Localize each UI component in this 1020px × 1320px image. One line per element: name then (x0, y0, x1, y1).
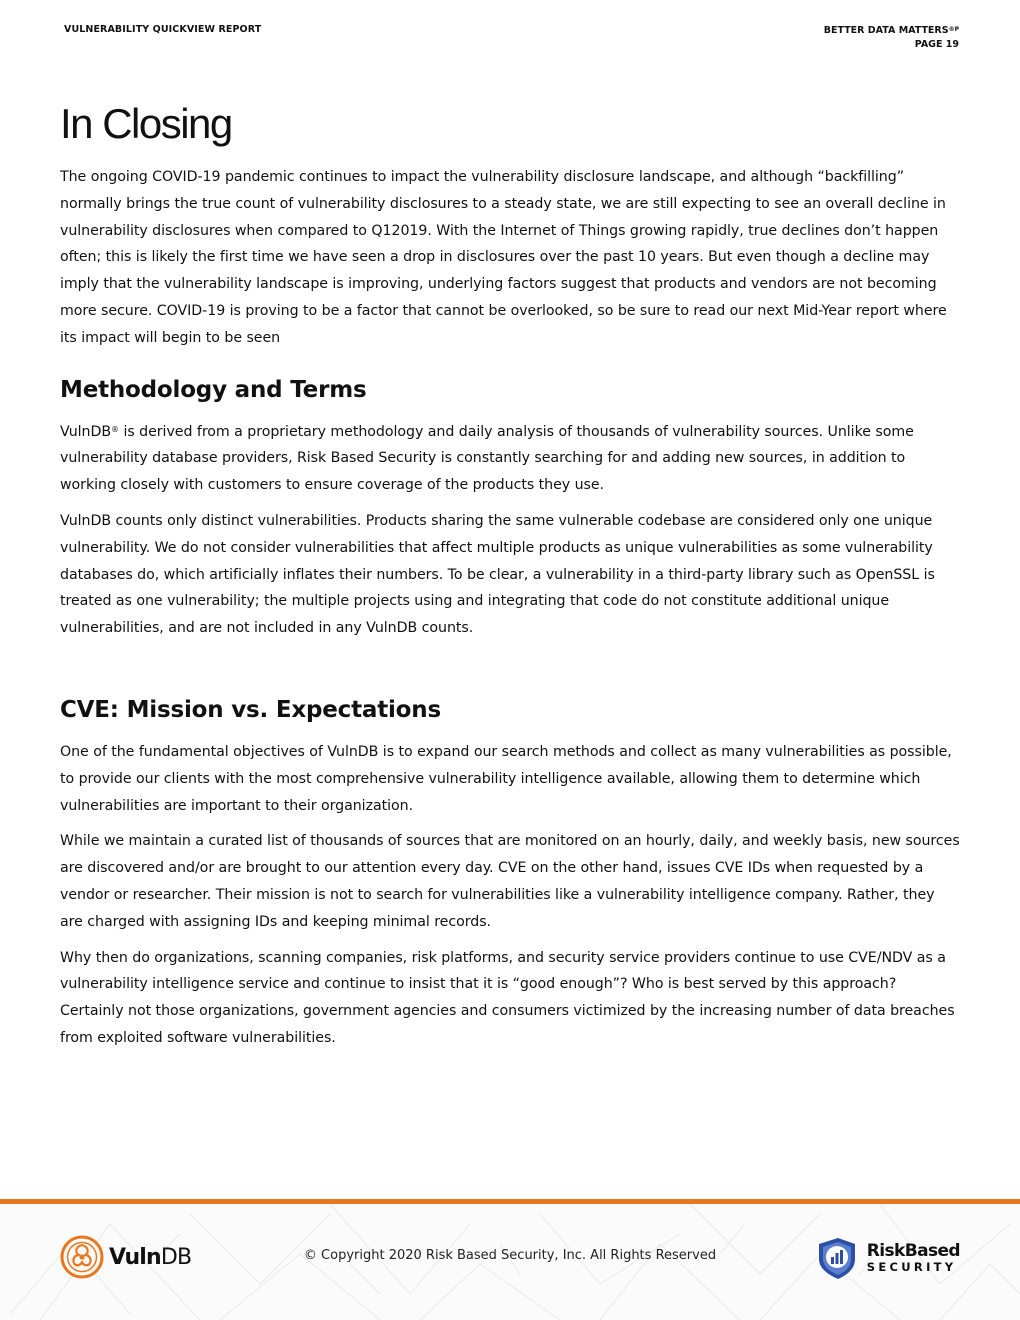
cve-heading: CVE: Mission vs. Expectations (60, 696, 441, 723)
tagline (824, 24, 959, 38)
main-content (60, 96, 960, 1061)
risk-based-security-logo (815, 1235, 960, 1281)
page-title: In Closing (60, 100, 232, 147)
rbs-wordmark-line2: SECURITY (866, 1259, 957, 1274)
page-number: PAGE 19 (914, 39, 959, 50)
page-header (64, 24, 959, 54)
header-right (824, 24, 959, 52)
methodology-paragraph-1 (60, 419, 960, 499)
tagline-text: BETTER DATA MATTERS (823, 25, 949, 36)
methodology-paragraph-2: VulnDB counts only distinct vulnerabilities. Products sharing the same vulnerable codebase are considered only one unique vulnerability. We do not consider vulnerabilities that affect multiple products as unique vulnerabilities as some vulnerability databases do, which artificially inflates their numbers. To be clear, a vulnerability in a third-party library such as OpenSSL is treated as one vulnerability; the multiple projects using and integrating that code do not constitute additional unique vulnerabilities, and are not included in any VulnDB counts. (60, 512, 935, 637)
tagline-mark: ®P (948, 26, 959, 33)
cve-paragraph-2: While we maintain a curated list of thousands of sources that are monitored on an hourly, daily, and weekly basis, new sources are discovered and/or are brought to our attention every day. CVE on the other hand, issues CVE IDs when requested by a vendor or researcher. Their mission is not to search for vulnerabilities like a vulnerability intelligence company. Rather, they are charged with assigning IDs and keeping minimal records. (60, 833, 960, 930)
rbs-wordmark (866, 1240, 960, 1274)
cve-paragraph-1: One of the fundamental objectives of VulnDB is to expand our search methods and collect as many vulnerabilities as possible, to provide our clients with the most comprehensive vulnerability intelligence available, allowing them to determine which vulnerabilities are important to their organization. (60, 743, 952, 814)
methodology-heading: Methodology and Terms (60, 376, 367, 403)
rbs-wordmark-line1: RiskBased (866, 1240, 960, 1261)
copyright-notice: © Copyright 2020 Risk Based Security, Inc. All Rights Reserved (303, 1248, 717, 1263)
shield-icon (815, 1235, 861, 1281)
registered-mark: ® (111, 424, 119, 434)
methodology-p1-text: is derived from a proprietary methodology and daily analysis of thousands of vulnerability sources. Unlike some vulnerability database providers, Risk Based Security is constantly searching for and adding new sources, in addition to working closely with customers to ensure coverage of the products they use. (60, 423, 914, 494)
report-title: VULNERABILITY QUICKVIEW REPORT (64, 24, 262, 35)
page-footer (0, 1199, 1020, 1320)
vulndb-term: VulnDB (60, 423, 112, 440)
closing-paragraph: The ongoing COVID-19 pandemic continues to impact the vulnerability disclosure landscape, and although “backfilling” normally brings the true count of vulnerability disclosures to a steady state, we are still expecting to see an overall decline in vulnerability disclosures when compared to Q12019. With the Internet of Things growing rapidly, true declines don’t happen often; this is likely the first time we have seen a drop in disclosures over the past 10 years. But even though a decline may imply that the vulnerability landscape is improving, underlying factors suggest that products and vendors are not becoming more secure. COVID-19 is proving to be a factor that cannot be overlooked, so be sure to read our next Mid-Year report where its impact will begin to be seen (60, 169, 947, 346)
cve-paragraph-3: Why then do organizations, scanning companies, risk platforms, and security service providers continue to use CVE/NDV as a vulnerability intelligence service and continue to insist that it is “good enough”? Who is best served by this approach? Certainly not those organizations, government agencies and consumers victimized by the increasing number of data breaches from exploited software vulnerabilities. (60, 949, 955, 1046)
vulndb-logo-text: VulnDB (109, 1244, 192, 1270)
